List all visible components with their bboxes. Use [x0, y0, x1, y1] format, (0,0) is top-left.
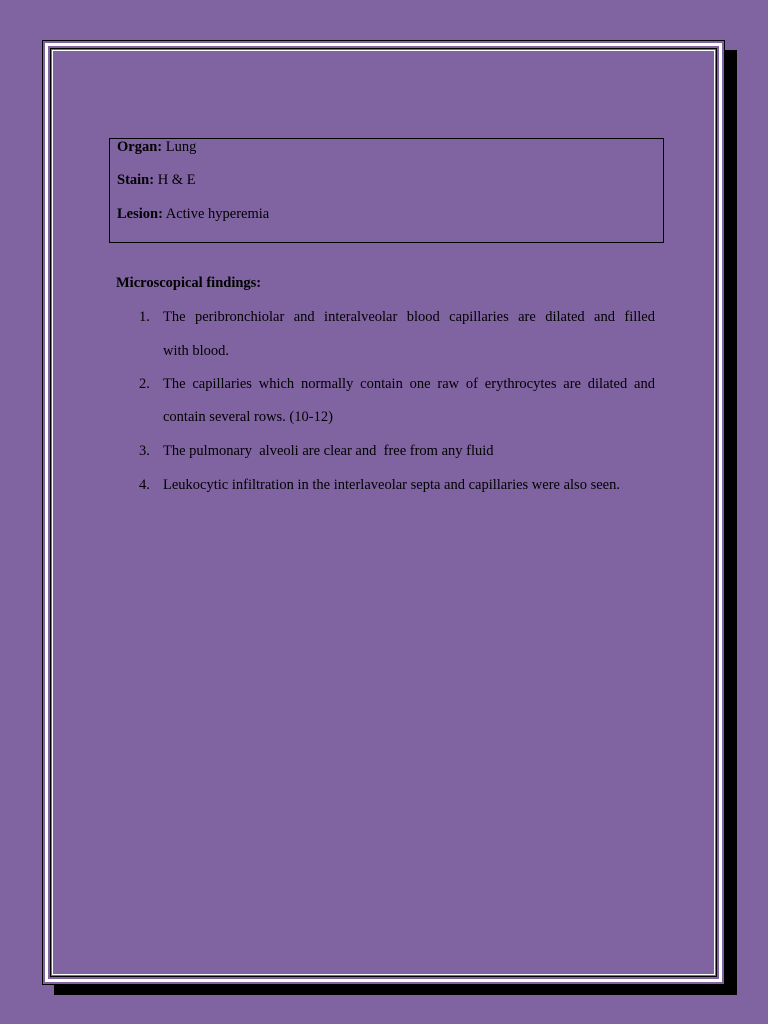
finding-text: contain several rows. (10-12): [163, 409, 333, 425]
lesion-label: Lesion:: [117, 206, 163, 222]
finding-number: 2.: [139, 376, 150, 392]
finding-text: with blood.: [163, 343, 230, 359]
stain-label: Stain:: [117, 172, 155, 188]
stain-value: H & E: [157, 172, 196, 188]
finding-number: 4.: [139, 477, 150, 493]
specimen-info-box: [109, 138, 664, 243]
lesion-value: Active hyperemia: [165, 206, 270, 222]
findings-heading: Microscopical findings:: [116, 275, 262, 291]
organ-value: Lung: [165, 139, 197, 155]
finding-text: Leukocytic infiltration in the interlaveolar septa and capillaries were also seen.: [163, 477, 620, 493]
finding-text: The pulmonary alveoli are clear and free from any fluid: [163, 443, 494, 459]
finding-text: The peribronchiolar and interalveolar blood capillaries are dilated and filled: [163, 309, 655, 325]
lesion-line: [117, 206, 269, 223]
organ-label: Organ:: [117, 139, 163, 155]
stain-line: [117, 172, 196, 189]
finding-number: 3.: [139, 443, 150, 459]
finding-number: 1.: [139, 309, 150, 325]
organ-line: [117, 139, 196, 156]
finding-text: The capillaries which normally contain one raw of erythrocytes are dilated and: [163, 376, 655, 392]
